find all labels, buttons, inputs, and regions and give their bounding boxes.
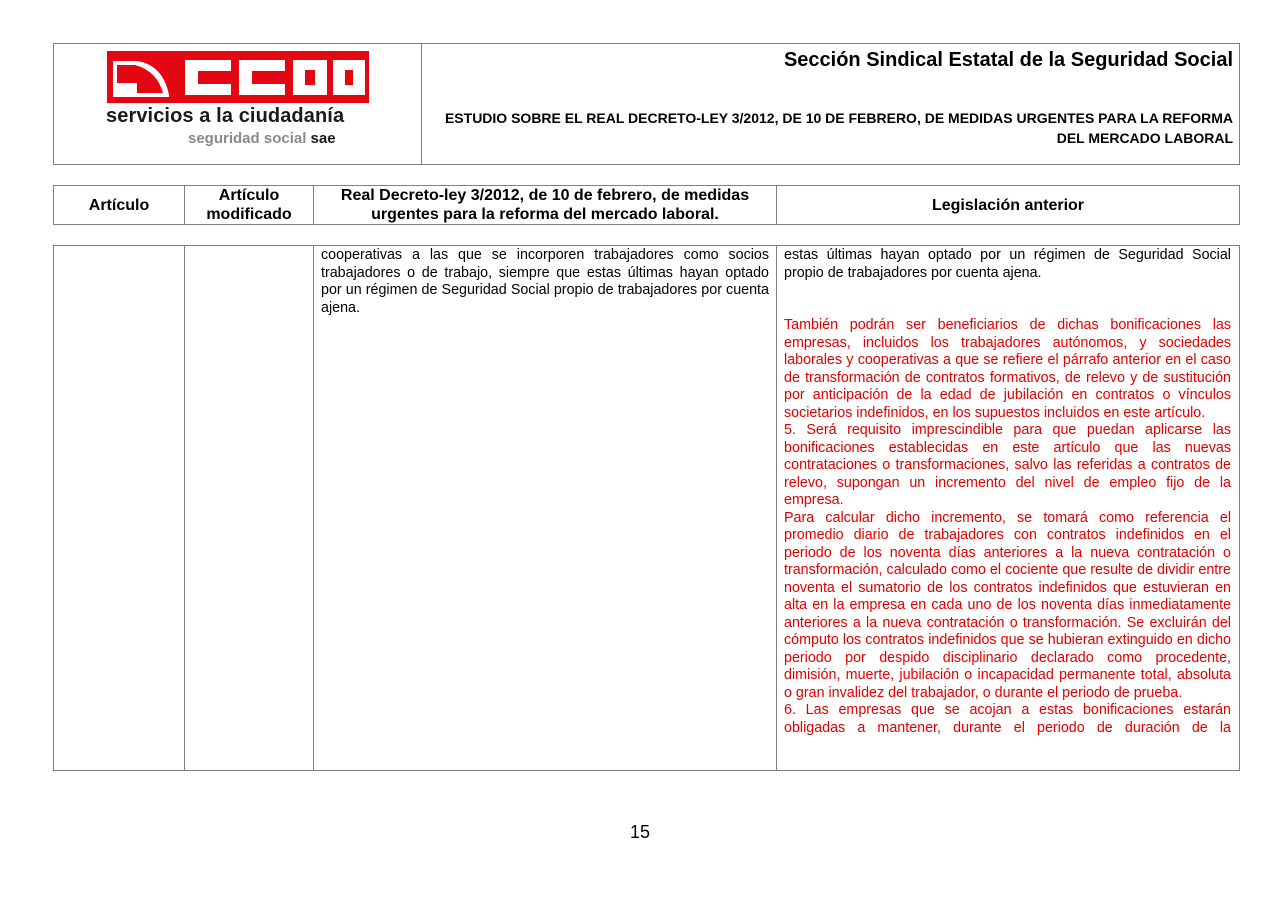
study-title: ESTUDIO SOBRE EL REAL DECRETO-LEY 3/2012, DE 10 DE FEBRERO, DE MEDIDAS URGENTES PARA LA REFORMA DEL MERCADO LABORAL (444, 110, 1233, 146)
divider (313, 246, 314, 770)
title-cell (421, 44, 1239, 164)
logo-cell (54, 44, 422, 164)
col-header-articulo: Artículo (88, 196, 150, 214)
section-title: Sección Sindical Estatal de la Seguridad Social (783, 49, 1233, 71)
anterior-red-paragraph: 6. Las empresas que se acojan a estas bonificaciones estarán obligadas a mantener, durante el periodo de duración de la (784, 702, 1231, 736)
logo-subtitle-suffix: sae (310, 130, 336, 147)
column-header-row (53, 185, 1240, 225)
real-decreto-cell (321, 247, 769, 317)
col-header-legislacion-anterior: Legislación anterior (931, 196, 1085, 214)
divider (776, 246, 777, 770)
table-row (53, 245, 1240, 771)
spacer (784, 282, 1231, 317)
divider (184, 246, 185, 770)
page-number: 15 (629, 822, 651, 842)
anterior-red-paragraph: 5. Será requisito imprescindible para que puedan aplicarse las bonificaciones establecidas en este artículo que las nuevas contrataciones o transformaciones, salvo las referidas a contratos de relevo, supongan un incremento del nivel de empleo fijo de la empresa. (784, 422, 1231, 508)
anterior-text: estas últimas hayan optado por un régimen de Seguridad Social propio de trabajadores por cuenta ajena. (784, 247, 1231, 281)
real-decreto-text: cooperativas a las que se incorporen trabajadores como socios trabajadores o de trabajo, siempre que estas últimas hayan optado por un régimen de Seguridad Social propio de trabajadores por cuenta ajena. (321, 247, 769, 316)
logo-tagline: servicios a la ciudadanía (106, 105, 345, 127)
legislacion-anterior-cell (784, 247, 1231, 737)
anterior-red-paragraph: También podrán ser beneficiarios de dichas bonificaciones las empresas, incluidos los trabajadores autónomos, y sociedades laborales y cooperativas a que se refiere el párrafo anterior en el caso de transformación de contratos formativos, de relevo y de sustitución por anticipación de la edad de jubilación en contratos o vínculos societarios indefinidos, en los supuestos incluidos en este artículo. (784, 317, 1231, 421)
ccoo-logo-icon (107, 51, 369, 103)
logo-subtitle (188, 130, 336, 147)
document-header (53, 43, 1240, 165)
logo-subtitle-main: seguridad social (188, 130, 307, 147)
col-header-articulo-modificado: Artículo modificado (206, 187, 292, 223)
col-header-real-decreto: Real Decreto-ley 3/2012, de 10 de febrero, de medidas urgentes para la reforma del mercado laboral. (340, 187, 750, 223)
anterior-red-paragraph: Para calcular dicho incremento, se tomará como referencia el promedio diario de trabajadores con contratos indefinidos en el periodo de los noventa días anteriores a la nueva contratación o transformación, calculado como el cociente que resulte de dividir entre noventa el sumatorio de los contratos indefinidos que estuvieran en alta en la empresa en cada uno de los noventa días inmediatamente anteriores a la nueva contratación o transformación. Se excluirán del cómputo los contratos indefinidos que se hubieran extinguido en dicho periodo por despido disciplinario declarado como procedente, dimisión, muerte, jubilación o incapacidad permanente total, absoluta o gran invalidez del trabajador, o durante el periodo de prueba. (784, 509, 1231, 701)
